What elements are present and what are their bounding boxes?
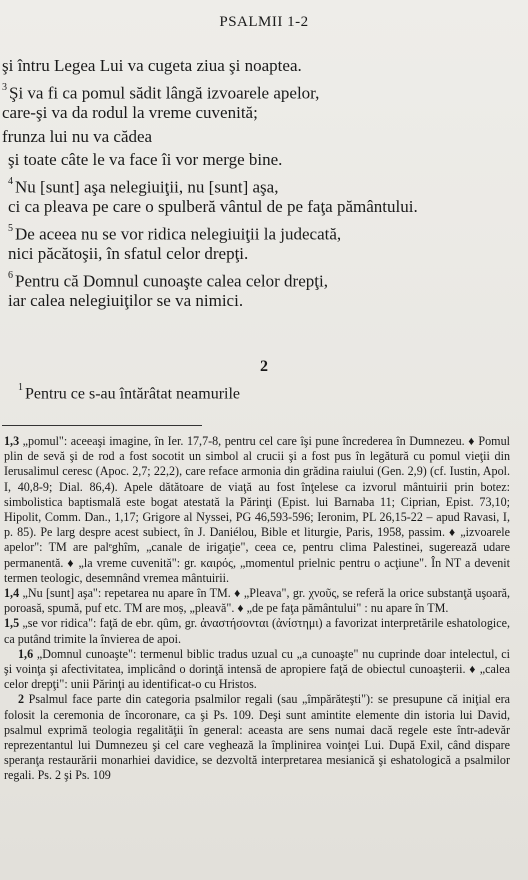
footnote xyxy=(4,692,510,783)
psalm2-first-verse xyxy=(18,384,240,403)
footnote-text: „Nu [sunt] aşa": repetarea nu apare în TM. ♦ „Pleava", gr. χνοῦς, se referă la orice substanţă uşoară, poroasă, spumă, puf etc. TM are moṣ, „pleavă". ♦ „de pe faţa pământului" : nu apare în TM. xyxy=(4,586,511,616)
verse-number: 3 xyxy=(2,81,7,93)
verse-text: frunza lui nu va cădea xyxy=(2,126,153,146)
verse-number: 5 xyxy=(8,222,13,234)
verse-number: 6 xyxy=(8,269,13,281)
verse-text: şi întru Legea Lui va cugeta ziua şi noaptea. xyxy=(2,56,302,75)
verse-line xyxy=(0,101,528,125)
footnote-text: „se vor ridica": faţă de ebr. qûm, gr. ἀναστήσονται (ἀνίστημι) a favorizat interpretările eshatologice, ca putând trimite la învierea de apoi. xyxy=(4,616,510,646)
verse-line xyxy=(0,219,528,243)
footnote xyxy=(4,434,510,586)
footnote-divider xyxy=(2,425,202,426)
verse-line xyxy=(0,148,528,172)
footnote xyxy=(4,616,510,646)
verse-line xyxy=(0,195,528,219)
verse-line xyxy=(0,54,528,78)
footnote-ref: 1,3 xyxy=(4,434,20,448)
psalm1-verses xyxy=(0,54,528,313)
verse-text: Nu [sunt] aşa nelegiuiţii, nu [sunt] aşa, xyxy=(15,177,279,197)
verse-text: De aceea nu se vor ridica nelegiuiţii la judecată, xyxy=(15,224,342,244)
verse-line xyxy=(0,242,528,266)
verse-text: şi toate câte le va face îi vor merge bine. xyxy=(8,150,283,169)
footnote-text: „pomul": aceeaşi imagine, în Ier. 17,7-8, pentru cel care îşi pune încrederea în Dumnezeu. ♦ Pomul plin de sevă şi de rod a fost socotit un simbol al crucii şi a fost pus în legătură cu pomul vieţii din Ierusalimul ceresc (Apoc. 2,7; 22,2), care reface armonia din grădina raiului (Gen. 2,9) (cf. Iustin, Apol. I, 40,8-9; Dial. 86,4). Apele dătătoare de viaţă au fost înţelese ca izvorul mântuirii prin botez: simbolistica baptismală este bogat atestată la Părinţi (Epist. lui Barnaba 11; Ciprian, Epist. 73,10; Hipolit, Comm. Dan., 1,17; Grigore al Nyssei, PG 46,593-596; Ieronim, PL 26,15-22 – apud Ravasi, I, p. 85). Pe larg despre acest subiect, în J. Daniélou, Bible et liturgie, Paris, 1958, passim. ♦ „izvoarele apelor": TM are palᵉghîm, „canale de irigaţie", ceea ce, pentru clima Palestinei, sugerează udare permanentă. ♦ „la vreme cuvenită": gr. καιρός, „momentul prielnic pentru o acţiune". În NT a devenit termen teologic, desemnând vremea mântuirii. xyxy=(4,434,510,585)
footnote-ref: 1,6 xyxy=(18,646,34,661)
verse-line xyxy=(0,78,528,102)
running-title: PSALMII 1-2 xyxy=(219,14,309,30)
verse-text: Pentru că Domnul cunoaşte calea celor drepţi, xyxy=(15,271,328,291)
verse-line xyxy=(0,125,528,149)
verse-text: ci ca pleava pe care o spulberă vântul de pe faţa pământului. xyxy=(8,197,418,216)
footnotes xyxy=(4,434,510,784)
verse-line xyxy=(0,266,528,290)
verse-text: Pentru ce s-au întărâtat neamurile xyxy=(25,385,241,403)
footnote-ref: 1,5 xyxy=(4,616,20,631)
verse-text: care-şi va da rodul la vreme cuvenită; xyxy=(2,103,258,122)
psalm-number: 2 xyxy=(260,358,268,375)
verse-text: iar calea nelegiuiţilor se va nimici. xyxy=(8,291,244,310)
verse-text: Şi va fi ca pomul sădit lângă izvoarele apelor, xyxy=(9,83,320,103)
verse-line xyxy=(0,289,528,313)
verse-number: 4 xyxy=(8,175,13,187)
verse-text: nici păcătoşii, în sfatul celor drepţi. xyxy=(8,244,249,263)
footnote-text: „Domnul cunoaşte": termenul biblic tradus uzual cu „a cunoaşte" nu cuprinde doar intelectul, ci şi voinţa şi afectivitatea, implicând o dorinţă intensă de apropiere faţă de obiectul cunoaşterii. ♦ „calea celor drepţi": unii Părinţi au identificat-o cu Hristos. xyxy=(4,646,510,692)
verse-number: 1 xyxy=(18,382,23,393)
footnote-text: Psalmul face parte din categoria psalmilor regali (sau „împărăteşti"): se presupune că iniţial era folosit la ceremonia de încoronare, ca şi Ps. 109. Deşi sunt amintite elemente din istoria lui David, psalmul exprimă teologia regalităţii în general: aceasta are sens numai dacă regele este într-adevăr reprezentantul lui Dumnezeu şi cel care veghează la împlinirea voinţei Lui. După Exil, când dispare speranţa restaurării monarhiei davidice, se dezvoltă interpretarea mesianică şi eshatologică a psalmilor regali. Ps. 2 şi Ps. 109 xyxy=(4,692,510,783)
footnote-ref: 1,4 xyxy=(4,586,20,601)
footnote xyxy=(4,647,510,693)
footnote-ref: 2 xyxy=(18,692,25,707)
footnote xyxy=(4,586,510,616)
verse-line xyxy=(0,172,528,196)
